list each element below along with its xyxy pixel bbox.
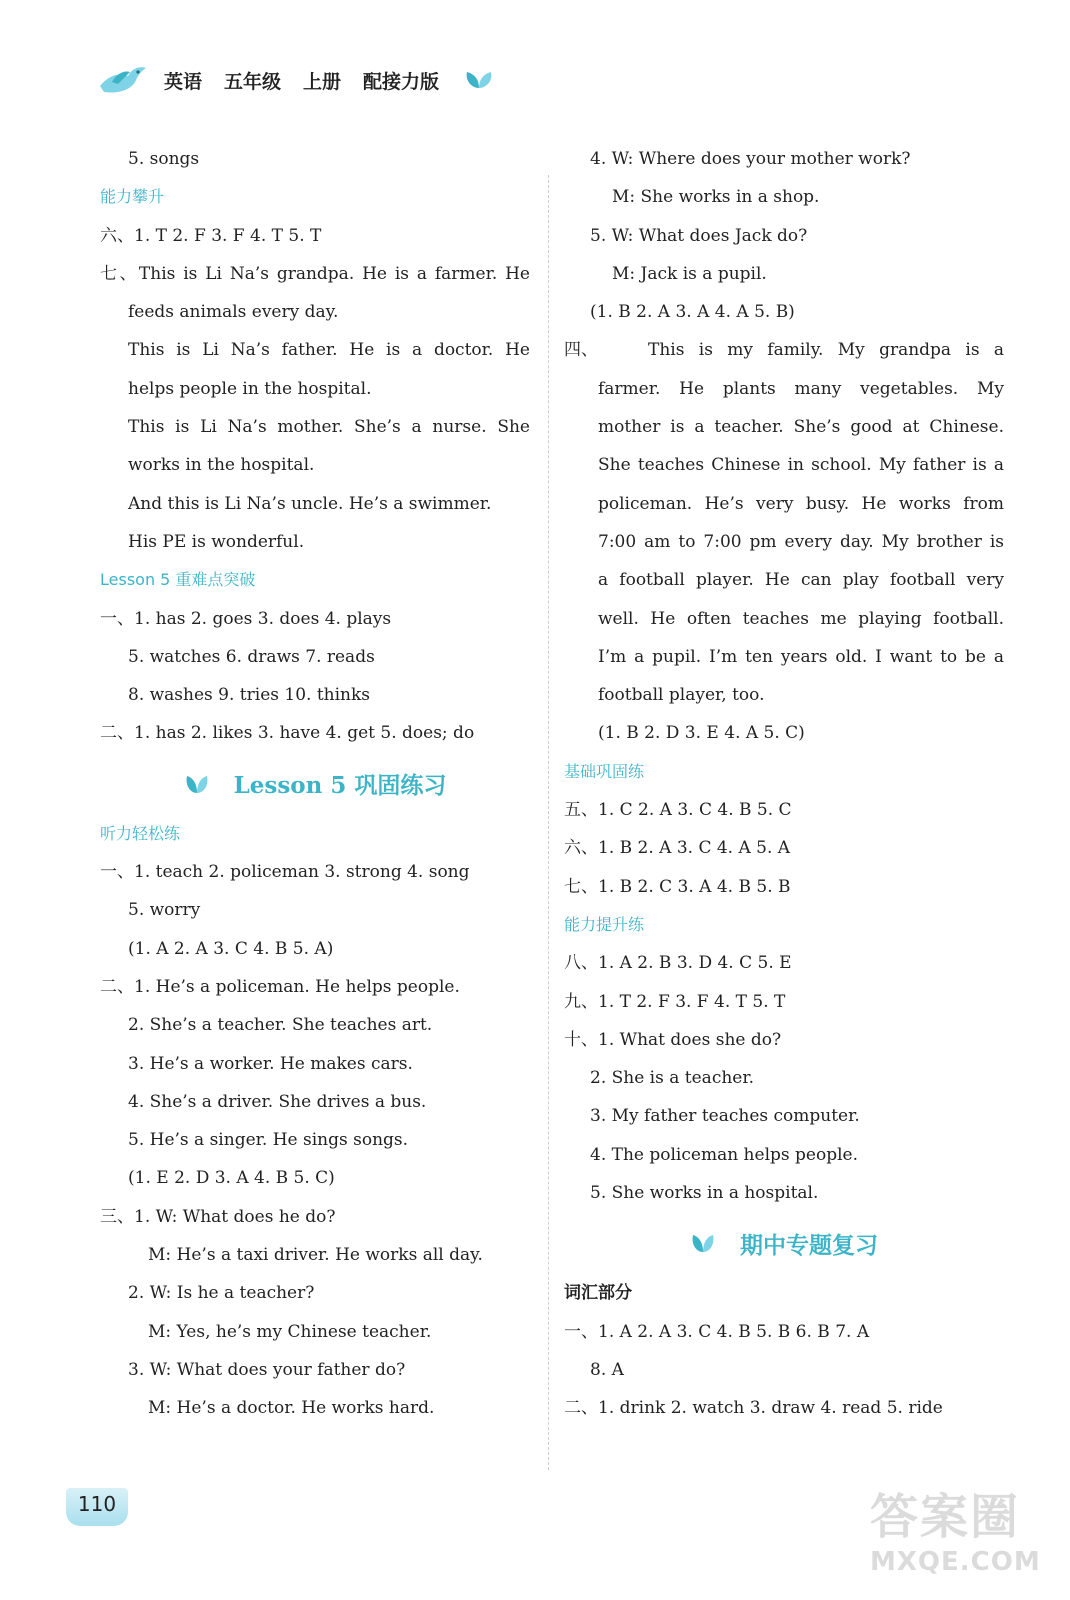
answer-line: 二、1. has 2. likes 3. have 4. get 5. does; do (100, 723, 475, 744)
answer-line: (1. A 2. A 3. C 4. B 5. A) (128, 938, 334, 959)
answer-line: 二、1. He’s a policeman. He helps people. (100, 976, 460, 997)
answer-line: well. He often teaches me playing football. (598, 608, 1004, 629)
answer-line: 3. W: What does your father do? (128, 1359, 406, 1380)
watermark-bottom: MXQE.COM (870, 1547, 1041, 1577)
answer-line: 5. worry (128, 900, 201, 921)
page-header (98, 60, 495, 100)
answer-line: 七、1. B 2. C 3. A 4. B 5. B (564, 876, 791, 897)
answer-line: 五、1. C 2. A 3. C 4. B 5. C (564, 800, 792, 821)
answer-line: (1. B 2. D 3. E 4. A 5. C) (598, 723, 805, 744)
answer-line: 5. W: What does Jack do? (590, 225, 808, 246)
review-heading (564, 1212, 1004, 1274)
answer-line: 3. My father teaches computer. (590, 1106, 860, 1127)
header-grade: 五年级 (224, 70, 282, 93)
answer-line: feeds animals every day. (128, 302, 339, 323)
answer-line: helps people in the hospital. (128, 378, 372, 399)
answer-line: 三、1. W: What does he do? (100, 1206, 336, 1227)
page-number-text: 110 (77, 1492, 117, 1516)
left-column (100, 140, 530, 1428)
section-label: 能力提升练 (564, 914, 645, 934)
answer-line: 7:00 am to 7:00 pm every day. My brother is (598, 531, 1004, 552)
header-edition: 配接力版 (363, 70, 440, 93)
answer-line: M: Jack is a pupil. (612, 263, 767, 284)
answer-line: She teaches Chinese in school. My father is a (598, 455, 1004, 476)
leaf-icon (184, 773, 210, 795)
answer-line: This is Li Na’s father. He is a doctor. He (128, 340, 530, 361)
answer-line: M: She works in a shop. (612, 187, 820, 208)
answer-line: 七、This is Li Na’s grandpa. He is a farmer. He (100, 263, 530, 284)
answer-line: 4. W: Where does your mother work? (590, 149, 911, 169)
answer-line: 5. songs (128, 149, 200, 169)
answer-line: 5. She works in a hospital. (590, 1183, 819, 1204)
page-number (66, 1488, 128, 1526)
column-divider (548, 175, 549, 1470)
answer-line: policeman. He’s very busy. He works from (598, 493, 1004, 514)
answer-line: And this is Li Na’s uncle. He’s a swimmer. (128, 493, 492, 514)
answer-line: mother is a teacher. She’s good at Chinese. (598, 417, 1004, 438)
answer-line: 十、1. What does she do? (564, 1029, 782, 1050)
answer-line: M: He’s a taxi driver. He works all day. (148, 1245, 483, 1266)
heading-text: Lesson 5 巩固练习 (233, 772, 447, 800)
answer-line: 2. W: Is he a teacher? (128, 1283, 315, 1304)
watermark (870, 1478, 1050, 1588)
section-label: 词汇部分 (564, 1283, 632, 1304)
answer-line: I’m a pupil. I’m ten years old. I want to be a (598, 646, 1004, 667)
heading-text: 期中专题复习 (740, 1231, 878, 1259)
watermark-top: 答案圈 (870, 1489, 1021, 1545)
answer-line: football player, too. (598, 685, 765, 706)
answer-line: 3. He’s a worker. He makes cars. (128, 1053, 413, 1074)
answer-line: 5. watches 6. draws 7. reads (128, 646, 375, 667)
answer-line: 九、1. T 2. F 3. F 4. T 5. T (564, 991, 786, 1012)
answer-line: 一、1. has 2. goes 3. does 4. plays (100, 608, 392, 629)
leaf-icon (463, 70, 495, 90)
answer-line: 4. The policeman helps people. (590, 1144, 858, 1165)
answer-line: 一、1. A 2. A 3. C 4. B 5. B 6. B 7. A (564, 1321, 870, 1342)
answer-line: (1. B 2. A 3. A 4. A 5. B) (590, 302, 795, 323)
answer-line: 8. washes 9. tries 10. thinks (128, 685, 371, 706)
answer-line: This is Li Na’s mother. She’s a nurse. She (128, 417, 530, 438)
section-label: 听力轻松练 (100, 823, 181, 843)
section-label: 能力攀升 (100, 187, 165, 207)
lesson-heading (100, 753, 530, 815)
right-column (564, 140, 1004, 1428)
section-label: 基础巩固练 (564, 761, 645, 781)
answer-line: 六、1. T 2. F 3. F 4. T 5. T (100, 225, 322, 246)
answer-line: 八、1. A 2. B 3. D 4. C 5. E (564, 953, 792, 974)
answer-line: (1. E 2. D 3. A 4. B 5. C) (128, 1168, 335, 1189)
leaf-icon (690, 1232, 716, 1254)
answer-line: farmer. He plants many vegetables. My (598, 378, 1004, 399)
bird-logo-icon (98, 62, 148, 98)
answer-line: M: Yes, he’s my Chinese teacher. (148, 1321, 432, 1342)
header-volume: 上册 (303, 70, 342, 93)
header-subject: 英语 (164, 70, 203, 93)
answer-line: 4. She’s a driver. She drives a bus. (128, 1091, 427, 1112)
answer-line: M: He’s a doctor. He works hard. (148, 1398, 435, 1419)
question-number: 四、 (564, 340, 598, 361)
answer-line: 一、1. teach 2. policeman 3. strong 4. song (100, 862, 470, 883)
answer-line: 2. She is a teacher. (590, 1068, 755, 1089)
answer-line (564, 331, 1004, 369)
answer-line: 六、1. B 2. A 3. C 4. A 5. A (564, 838, 791, 859)
answer-line: 二、1. drink 2. watch 3. draw 4. read 5. ride (564, 1398, 943, 1419)
answer-text: This is my family. My grandpa is a (648, 340, 1004, 361)
answer-line: 8. A (590, 1359, 624, 1380)
answer-line: works in the hospital. (128, 455, 315, 476)
section-label: Lesson 5 重难点突破 (100, 570, 256, 590)
answer-line: 2. She’s a teacher. She teaches art. (128, 1015, 433, 1036)
answer-line: His PE is wonderful. (128, 531, 305, 552)
answer-line: 5. He’s a singer. He sings songs. (128, 1130, 409, 1151)
answer-line: a football player. He can play football very (598, 570, 1004, 591)
